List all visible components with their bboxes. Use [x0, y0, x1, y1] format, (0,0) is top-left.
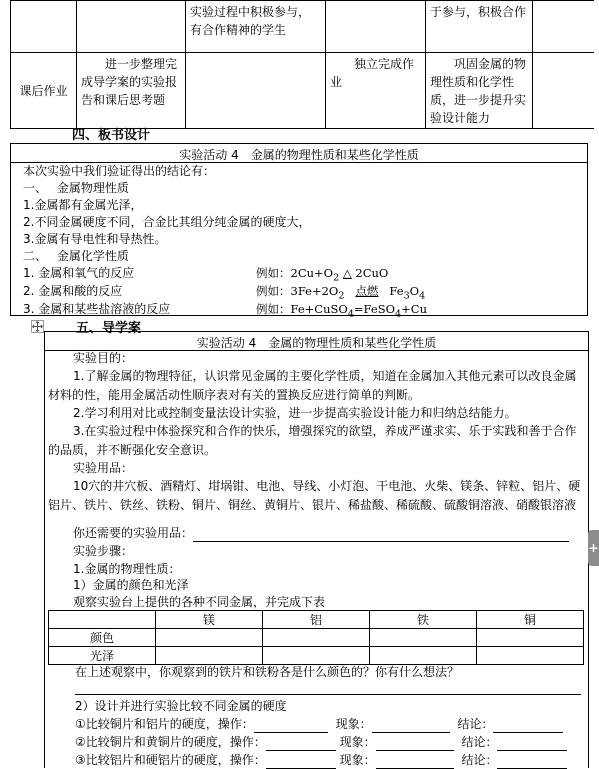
- homework-label: 课后作业: [11, 53, 77, 129]
- step-1-1: 1）金属的颜色和光泽: [73, 578, 189, 592]
- table-cell[interactable]: [156, 647, 263, 665]
- guide-title: 实验活动 4 金属的物理性质和某些化学性质: [196, 336, 437, 350]
- expand-tab-button[interactable]: +: [588, 530, 599, 566]
- operation-input[interactable]: [254, 719, 328, 733]
- table-header: 铜: [477, 611, 584, 629]
- homework-goal: 巩固金属的物理性质和化学性质，进一步提升实验设计能力: [426, 53, 533, 129]
- compare-row: ②比较铜片和黄铜片的硬度，操作： 现象： 结论：: [75, 733, 567, 751]
- top-cell-3: 实验过程中积极参与，有合作精神的学生: [186, 1, 326, 53]
- board-part1-item: 2.不同金属硬度不同，合金比其组分纯金属的硬度大，: [23, 215, 311, 229]
- observation-input[interactable]: [372, 719, 450, 733]
- goal-1: 1.了解金属的物理特征，认识常见金属的主要化学性质，知道在金属加入其他元素可以改良金属材料的性，能用金属活动性顺序表对有关的置换反应进行简单的判断。: [48, 369, 577, 402]
- table-header: 镁: [156, 611, 263, 629]
- section5-heading: 五、导学案: [76, 321, 142, 336]
- table-cell[interactable]: [477, 647, 584, 665]
- equation-2: 例如：$3Fe+2O_2$ 点燃 $Fe_3O_4$: [256, 284, 426, 302]
- board-design-box: [10, 143, 588, 320]
- board-part1-heading: 一、 金属物理性质: [23, 181, 129, 195]
- conclusion-input[interactable]: [493, 719, 563, 733]
- step-1: 1.金属的物理性质：: [73, 562, 181, 576]
- board-part2-item: 2. 金属和酸的反应: [23, 284, 123, 298]
- table-cell[interactable]: [263, 629, 370, 647]
- question: 在上述观察中，你观察到的铁片和铁粉各是什么颜色的？你有什么想法？: [75, 665, 460, 679]
- answer-line[interactable]: [75, 694, 581, 695]
- board-part1-item: 3.金属有导电性和导热性。: [23, 232, 167, 246]
- table-header: 铁: [370, 611, 477, 629]
- need-more-row: [73, 524, 569, 542]
- observation-table: [48, 610, 584, 665]
- homework-task: 进一步整理完成导学案的实验报告和课后思考题: [77, 53, 186, 129]
- step-1-2: 2）设计并进行实验比较不同金属的硬度: [75, 699, 287, 713]
- board-part1-item: 1.金属都有金属光泽，: [23, 198, 143, 212]
- table-cell[interactable]: [370, 647, 477, 665]
- homework-mode: 独立完成作业: [326, 53, 426, 129]
- table-row: [49, 647, 584, 665]
- goal-3: 3.在实验过程中体验探究和合作的快乐，增强探究的欲望，养成严谨求实、乐于实践和善于合作的品质，并不断强化安全意识。: [48, 424, 577, 457]
- steps-label: 实验步骤：: [73, 544, 134, 558]
- move-handle-icon[interactable]: [31, 320, 44, 333]
- equation-1: 例如：$2Cu+O_2$ △ 2CuO: [256, 266, 389, 284]
- observation-input[interactable]: [376, 755, 454, 769]
- row-label: 光泽: [49, 647, 156, 665]
- need-more-label: 你还需要的实验用品：: [73, 526, 194, 540]
- observe-instruction: 观察实验台上提供的各种不同金属，并完成下表: [73, 595, 326, 609]
- table-header: [49, 611, 156, 629]
- table-cell[interactable]: [477, 629, 584, 647]
- operation-input[interactable]: [266, 737, 336, 751]
- board-part2-item: 3. 金属和某些盐溶液的反应: [23, 302, 171, 316]
- table-cell[interactable]: [263, 647, 370, 665]
- equation-3: 例如：Fe+CuSO$_4$=FeSO$_4$+Cu: [256, 302, 427, 320]
- conclusion-input[interactable]: [497, 755, 567, 769]
- goal-label: 实验目的：: [73, 351, 134, 365]
- board-intro: 本次实验中我们验证得出的结论有：: [23, 164, 216, 178]
- compare-row: ①比较铜片和铝片的硬度，操作： 现象： 结论：: [75, 715, 563, 733]
- row-label: 颜色: [49, 629, 156, 647]
- table-cell[interactable]: [156, 629, 263, 647]
- board-part2-item: 1. 金属和氧气的反应: [23, 266, 135, 280]
- table-header: 铝: [263, 611, 370, 629]
- top-table: [10, 0, 594, 129]
- need-more-input[interactable]: [193, 528, 569, 542]
- operation-input[interactable]: [266, 755, 336, 769]
- table-row: [49, 629, 584, 647]
- table-cell[interactable]: [370, 629, 477, 647]
- supplies-label: 实验用品：: [73, 461, 134, 475]
- compare-row: ③比较铝片和硬铝片的硬度，操作： 现象： 结论：: [75, 751, 567, 769]
- board-part2-heading: 二、 金属化学性质: [23, 249, 129, 263]
- observation-input[interactable]: [376, 737, 454, 751]
- supplies-list: 10穴的井穴板、酒精灯、坩埚钳、电池、导线、小灯泡、干电池、火柴、镁条、锌粒、铝片、硬铝片、铁片、铁丝、铁粉、铜片、铜丝、黄铜片、银片、稀盐酸、稀硫酸、硫酸铜溶液、硝酸银溶液: [48, 479, 581, 512]
- goal-2: 2.学习利用对比或控制变量法设计实验，进一步提高实验设计能力和归纳总结能力。: [73, 406, 517, 420]
- section4-heading: 四、板书设计: [72, 128, 151, 143]
- board-title: 实验活动 4 金属的物理性质和某些化学性质: [179, 148, 419, 162]
- top-cell-5: 于参与，积极合作: [426, 1, 533, 53]
- conclusion-input[interactable]: [497, 737, 567, 751]
